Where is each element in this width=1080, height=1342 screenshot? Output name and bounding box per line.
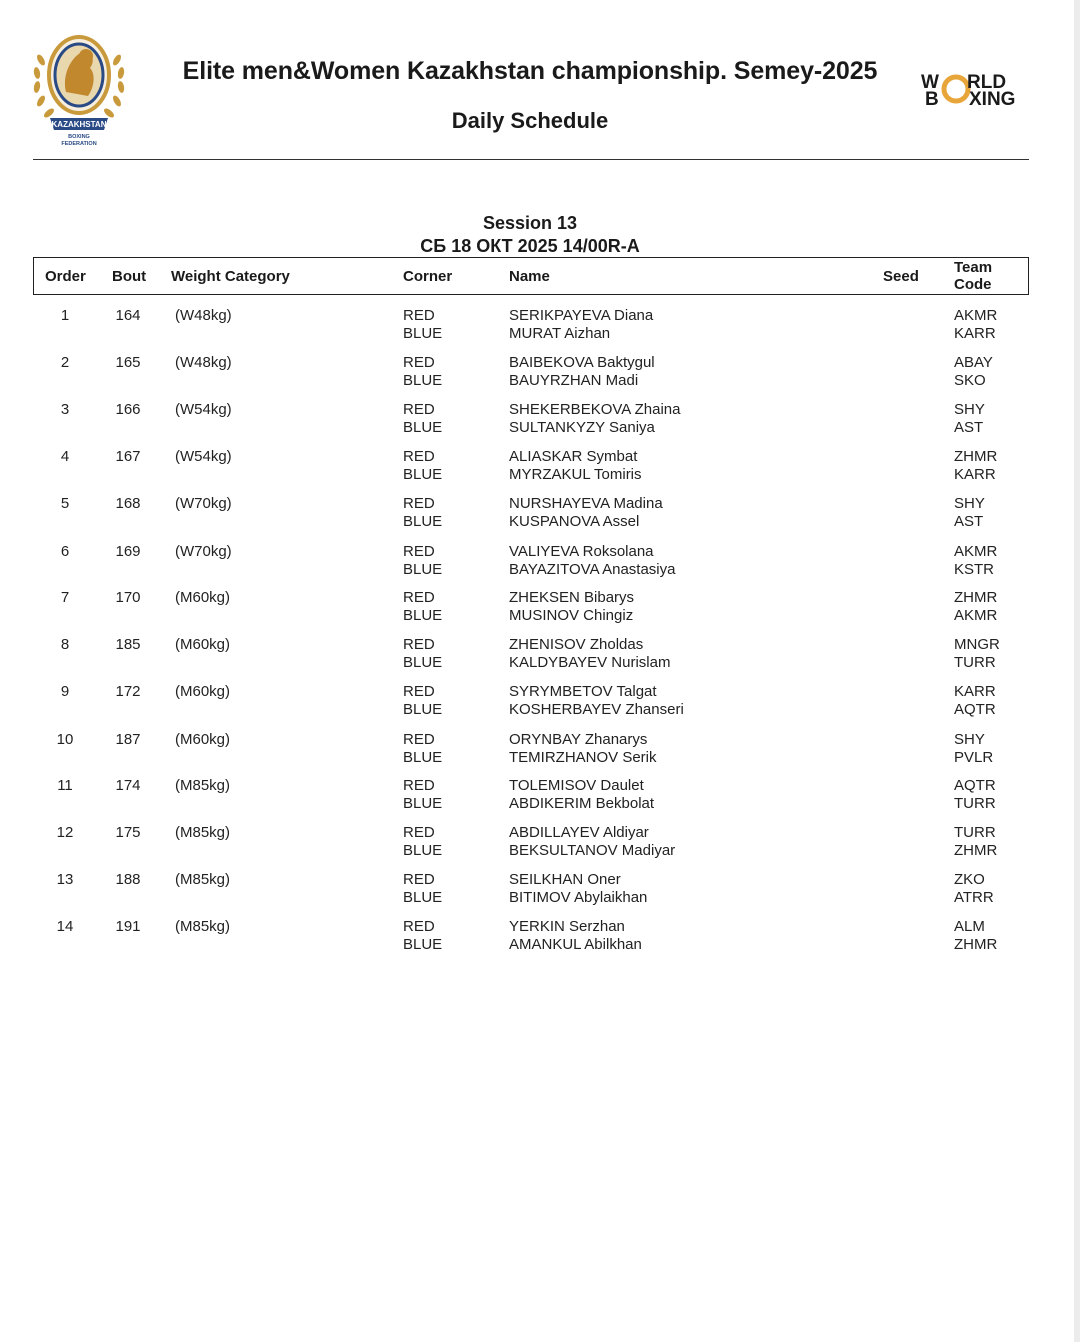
order-cell: 8	[60, 636, 70, 653]
order-cell: 11	[57, 777, 73, 794]
weight-category-cell: (M85kg)	[175, 871, 231, 888]
session-date: СБ 18 ОКТ 2025 14/00R-A	[420, 236, 640, 256]
order-cell: 3	[60, 401, 70, 418]
bout-cell: 191	[115, 918, 141, 935]
bout-cell: 187	[115, 731, 141, 748]
column-header-order: Order	[45, 268, 86, 285]
table-row	[0, 918, 1080, 958]
bout-cell: 165	[115, 354, 141, 371]
table-row	[0, 401, 1080, 441]
red-corner-label: RED	[403, 495, 435, 512]
document-subtitle: Daily Schedule	[451, 108, 609, 133]
blue-corner-label: BLUE	[403, 419, 443, 436]
blue-boxer-name: MURAT Aizhan	[509, 325, 611, 342]
red-boxer-name: YERKIN Serzhan	[509, 918, 625, 935]
blue-team-code: AKMR	[954, 607, 998, 624]
blue-boxer-name: MUSINOV Chingiz	[509, 607, 634, 624]
weight-category-cell: (M60kg)	[175, 683, 231, 700]
weight-category-cell: (M60kg)	[175, 731, 231, 748]
blue-team-code: TURR	[954, 654, 996, 671]
blue-team-code: ATRR	[954, 889, 994, 906]
blue-boxer-name: BITIMOV Abylaikhan	[509, 889, 648, 906]
weight-category-cell: (W48kg)	[175, 307, 232, 324]
table-row	[0, 824, 1080, 864]
blue-boxer-name: SULTANKYZY Saniya	[509, 419, 655, 436]
blue-boxer-name: BAUYRZHAN Madi	[509, 372, 639, 389]
blue-boxer-name: KALDYBAYEV Nurislam	[509, 654, 671, 671]
blue-team-code: ZHMR	[954, 936, 998, 953]
blue-boxer-name: KUSPANOVA Assel	[509, 513, 640, 530]
red-team-code: ABAY	[954, 354, 993, 371]
table-header	[33, 257, 1029, 295]
order-cell: 4	[60, 448, 70, 465]
kazakhstan-boxing-federation-logo	[30, 30, 128, 150]
bout-cell: 169	[115, 543, 141, 560]
blue-corner-label: BLUE	[403, 889, 443, 906]
red-boxer-name: ABDILLAYEV Aldiyar	[509, 824, 649, 841]
column-header-name: Name	[509, 268, 550, 285]
red-team-code: MNGR	[954, 636, 1000, 653]
red-boxer-name: SERIKPAYEVA Diana	[509, 307, 654, 324]
order-cell: 6	[60, 543, 70, 560]
order-cell: 2	[60, 354, 70, 371]
logo-text-part: RLD	[967, 72, 1007, 93]
red-team-code: SHY	[954, 401, 985, 418]
blue-corner-label: BLUE	[403, 561, 443, 578]
session-title: Session 13	[482, 213, 578, 233]
red-boxer-name: ALIASKAR Symbat	[509, 448, 638, 465]
red-boxer-name: ZHEKSEN Bibarys	[509, 589, 635, 606]
red-boxer-name: VALIYEVA Roksolana	[509, 543, 654, 560]
bout-cell: 175	[115, 824, 141, 841]
order-cell: 5	[60, 495, 70, 512]
blue-boxer-name: ABDIKERIM Bekbolat	[509, 795, 655, 812]
logo-text-line: BOXING	[68, 134, 90, 140]
blue-team-code: AQTR	[954, 701, 996, 718]
blue-team-code: TURR	[954, 795, 996, 812]
blue-corner-label: BLUE	[403, 325, 443, 342]
document-title: Elite men&Women Kazakhstan championship. Semey-2025	[182, 57, 878, 85]
header-divider	[33, 159, 1029, 160]
weight-category-cell: (W70kg)	[175, 543, 232, 560]
blue-corner-label: BLUE	[403, 654, 443, 671]
red-team-code: KARR	[954, 683, 996, 700]
red-corner-label: RED	[403, 636, 435, 653]
table-row	[0, 589, 1080, 629]
red-corner-label: RED	[403, 307, 435, 324]
table-row	[0, 683, 1080, 723]
bout-cell: 172	[115, 683, 141, 700]
table-row	[0, 871, 1080, 911]
weight-category-cell: (W48kg)	[175, 354, 232, 371]
column-header-seed: Seed	[883, 268, 919, 285]
red-team-code: ALM	[954, 918, 985, 935]
blue-team-code: KARR	[954, 466, 996, 483]
table-row	[0, 636, 1080, 676]
logo-text-line: KAZAKHSTAN	[51, 120, 107, 129]
blue-boxer-name: KOSHERBAYEV Zhanseri	[509, 701, 684, 718]
bout-cell: 164	[115, 307, 141, 324]
red-boxer-name: SEILKHAN Oner	[509, 871, 621, 888]
red-corner-label: RED	[403, 824, 435, 841]
blue-corner-label: BLUE	[403, 842, 443, 859]
red-team-code: AKMR	[954, 307, 998, 324]
blue-team-code: PVLR	[954, 749, 994, 766]
red-team-code: ZHMR	[954, 589, 998, 606]
blue-corner-label: BLUE	[403, 607, 443, 624]
weight-category-cell: (M60kg)	[175, 636, 231, 653]
order-cell: 12	[56, 824, 74, 841]
column-header-corner: Corner	[403, 268, 453, 285]
blue-boxer-name: TEMIRZHANOV Serik	[509, 749, 657, 766]
red-boxer-name: SHEKERBEKOVA Zhaina	[509, 401, 681, 418]
red-corner-label: RED	[403, 543, 435, 560]
weight-category-cell: (M60kg)	[175, 589, 231, 606]
blue-team-code: KARR	[954, 325, 996, 342]
logo-text-line: FEDERATION	[61, 141, 97, 147]
column-header-team-code-line2: Code	[954, 276, 992, 293]
red-team-code: ZHMR	[954, 448, 998, 465]
red-boxer-name: ORYNBAY Zhanarys	[509, 731, 648, 748]
blue-corner-label: BLUE	[403, 372, 443, 389]
weight-category-cell: (M85kg)	[175, 777, 231, 794]
red-corner-label: RED	[403, 401, 435, 418]
bout-cell: 170	[115, 589, 141, 606]
blue-corner-label: BLUE	[403, 936, 443, 953]
red-corner-label: RED	[403, 871, 435, 888]
bout-cell: 168	[115, 495, 141, 512]
weight-category-cell: (W54kg)	[175, 401, 232, 418]
blue-team-code: AST	[954, 419, 984, 436]
order-cell: 7	[60, 589, 70, 606]
order-cell: 9	[60, 683, 70, 700]
red-corner-label: RED	[403, 918, 435, 935]
red-corner-label: RED	[403, 731, 435, 748]
order-cell: 10	[56, 731, 74, 748]
red-boxer-name: ZHENISOV Zholdas	[509, 636, 644, 653]
weight-category-cell: (M85kg)	[175, 824, 231, 841]
table-row	[0, 307, 1080, 347]
column-header-bout: Bout	[112, 268, 147, 285]
blue-team-code: SKO	[954, 372, 986, 389]
bout-cell: 174	[115, 777, 141, 794]
blue-corner-label: BLUE	[403, 513, 443, 530]
red-boxer-name: TOLEMISOV Daulet	[509, 777, 644, 794]
blue-corner-label: BLUE	[403, 749, 443, 766]
order-cell: 13	[56, 871, 74, 888]
red-team-code: SHY	[954, 731, 985, 748]
red-boxer-name: SYRYMBETOV Talgat	[509, 683, 657, 700]
red-boxer-name: BAIBEKOVA Baktygul	[509, 354, 655, 371]
weight-category-cell: (W70kg)	[175, 495, 232, 512]
blue-corner-label: BLUE	[403, 701, 443, 718]
column-header-weight-category: Weight Category	[171, 268, 290, 285]
weight-category-cell: (W54kg)	[175, 448, 232, 465]
blue-team-code: AST	[954, 513, 984, 530]
red-team-code: AQTR	[954, 777, 996, 794]
table-row	[0, 448, 1080, 488]
red-corner-label: RED	[403, 448, 435, 465]
red-corner-label: RED	[403, 354, 435, 371]
blue-boxer-name: MYRZAKUL Tomiris	[509, 466, 642, 483]
bout-cell: 188	[115, 871, 141, 888]
bout-cell: 167	[115, 448, 141, 465]
bout-cell: 166	[115, 401, 141, 418]
order-cell: 1	[60, 307, 70, 324]
red-team-code: AKMR	[954, 543, 998, 560]
table-row	[0, 731, 1080, 771]
logo-text-part: B	[925, 89, 939, 110]
weight-category-cell: (M85kg)	[175, 918, 231, 935]
blue-boxer-name: BEKSULTANOV Madiyar	[509, 842, 676, 859]
red-team-code: SHY	[954, 495, 985, 512]
table-row	[0, 777, 1080, 817]
table-row	[0, 495, 1080, 535]
red-team-code: TURR	[954, 824, 996, 841]
table-row	[0, 543, 1080, 583]
logo-text-part: XING	[969, 89, 1016, 110]
blue-boxer-name: AMANKUL Abilkhan	[509, 936, 642, 953]
red-team-code: ZKO	[954, 871, 985, 888]
column-header-team-code-line1: Team	[954, 259, 993, 276]
red-corner-label: RED	[403, 589, 435, 606]
bout-cell: 185	[115, 636, 141, 653]
blue-team-code: KSTR	[954, 561, 995, 578]
table-row	[0, 354, 1080, 394]
world-boxing-logo	[921, 68, 1027, 112]
blue-boxer-name: BAYAZITOVA Anastasiya	[509, 561, 676, 578]
red-corner-label: RED	[403, 683, 435, 700]
blue-corner-label: BLUE	[403, 466, 443, 483]
red-corner-label: RED	[403, 777, 435, 794]
blue-team-code: ZHMR	[954, 842, 998, 859]
logo-text-part: W	[921, 72, 939, 93]
order-cell: 14	[56, 918, 74, 935]
blue-corner-label: BLUE	[403, 795, 443, 812]
red-boxer-name: NURSHAYEVA Madina	[509, 495, 663, 512]
